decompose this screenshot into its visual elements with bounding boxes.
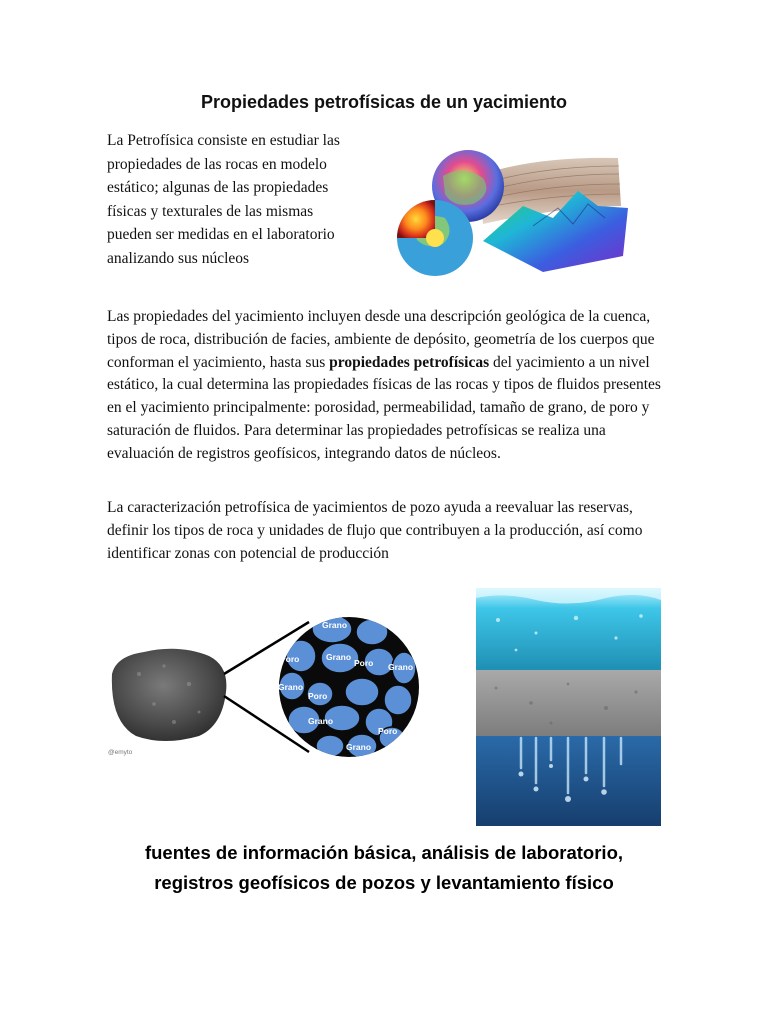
grain-label: Grano: [278, 682, 304, 692]
footer-caption: [0, 838, 768, 898]
pore-label: Poro: [378, 726, 398, 736]
rock-layer: [476, 670, 661, 736]
paragraph-text: del yacimiento a un nivel estático, la cual determina las propiedades físicas de las rocas y tipos de fluidos presentes en el yacimiento principalmente: porosidad, permeabilidad, tamaño de grano, de poro y saturación de fluidos. Para determinar las propiedades petrofísicas se realiza una evaluación de registros geofísicos, integrando datos de núcleos.: [107, 353, 661, 462]
geology-globe-image: [383, 146, 633, 280]
paragraph-bold-text: propiedades petrofísicas: [329, 353, 490, 371]
intro-line: La Petrofísica consiste en estudiar las: [107, 132, 340, 149]
grain-label: Grano: [322, 620, 348, 630]
rock-sample: [112, 649, 227, 741]
intro-line: físicas y texturales de las mismas: [107, 202, 314, 220]
grain: [345, 678, 379, 706]
characterization-paragraph: La caracterización petrofísica de yacimientos de pozo ayuda a reevaluar las reservas, definir los tipos de roca y unidades de flujo que contribuyen a la producción, así como identificar zonas con potencial de producción: [107, 499, 643, 562]
pore-label: Poro: [308, 691, 328, 701]
footer-line: registros geofísicos de pozos y levantamiento físico: [154, 872, 614, 893]
fluid-layers-image: [476, 588, 661, 826]
grain-label: Grano: [346, 742, 372, 752]
reservoir-properties-paragraph: [107, 306, 667, 466]
intro-line: propiedades de las rocas en modelo: [107, 155, 327, 173]
document-title: Propiedades petrofísicas de un yacimiento: [200, 92, 568, 112]
image-credit: @emyto: [108, 749, 133, 756]
intro-line: analizando sus núcleos: [107, 249, 250, 267]
intro-line: estático; algunas de las propiedades: [107, 179, 329, 197]
footer-line: fuentes de información básica, análisis de laboratorio,: [144, 842, 624, 863]
grain-label: Grano: [326, 652, 352, 662]
pore-label: Poro: [354, 658, 374, 668]
grain-label: Grano: [308, 716, 334, 726]
intro-line: pueden ser medidas en el laboratorio: [107, 226, 335, 244]
grain-label: Grano: [388, 662, 414, 672]
grain: [316, 735, 344, 757]
pore-label: Poro: [280, 654, 300, 664]
rock-porosity-diagram: [104, 604, 424, 774]
intro-paragraph: [107, 129, 379, 271]
grain: [356, 619, 388, 645]
paragraph-text: Las propiedades del yacimiento incluyen desde una descripción geológica de la cuenca, tipos de roca, distribución de facies, ambiente de depósito, geometría de los cuerpos que conforman el yacimiento, hasta sus: [107, 308, 655, 371]
